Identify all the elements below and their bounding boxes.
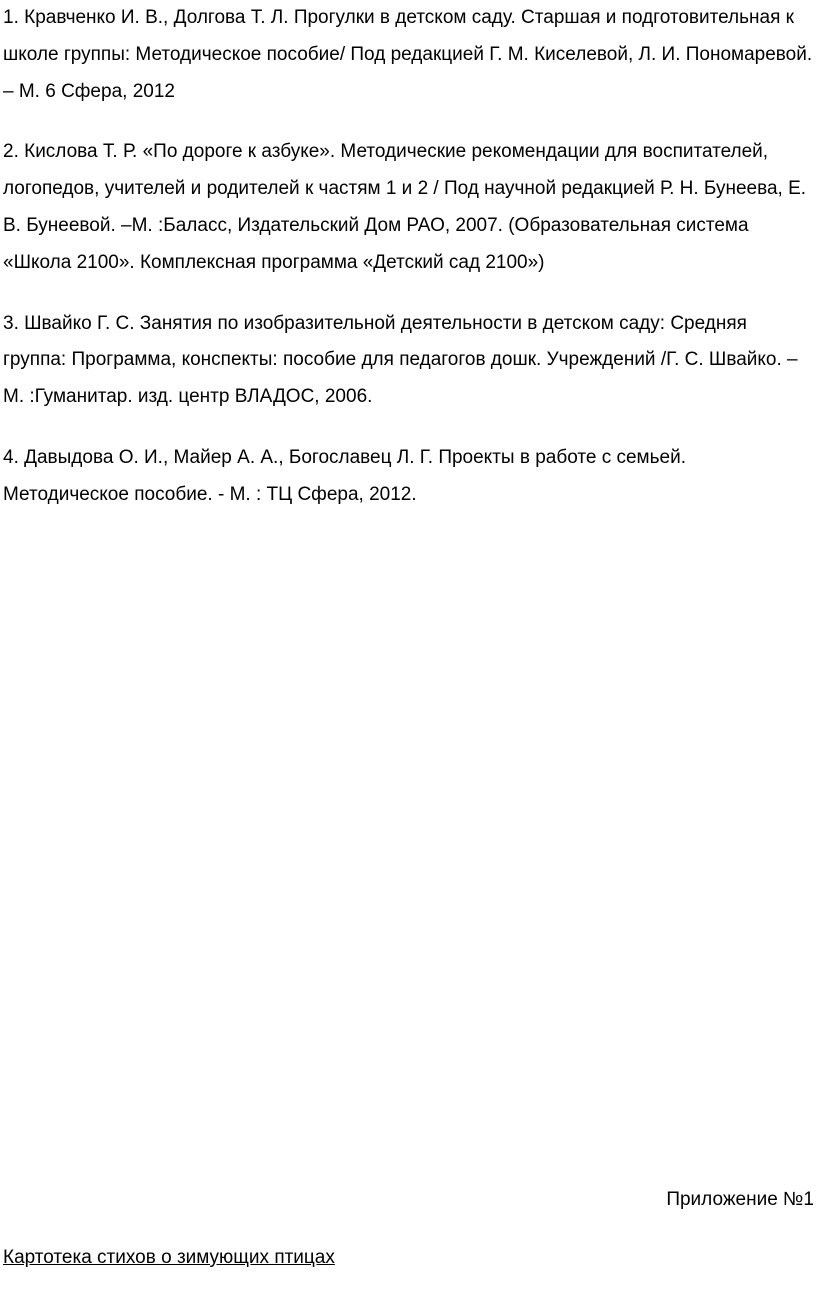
reference-item-2: 2. Кислова Т. Р. «По дороге к азбуке». Методические рекомендации для воспитателей, логопедов, учителей и родителей к частям 1 и 2 / Под научной редакцией Р. Н. Бунеева, Е. В. Бунеевой. –М. :Баласс, Издательский Дом РАО, 2007. (Образовательная система «Школа 2100». Комплексная программа «Детский сад 2100»): [3, 141, 807, 273]
reference-item-4: 4. Давыдова О. И., Майер А. А., Богославец Л. Г. Проекты в работе с семьей. Методическое пособие. - М. : ТЦ Сфера, 2012.: [3, 446, 686, 505]
section-title: Картотека стихов о зимующих птицах: [3, 1247, 335, 1268]
reference-list: [3, 0, 813, 514]
reference-item-1: 1. Кравченко И. В., Долгова Т. Л. Прогулки в детском саду. Старшая и подготовительная к школе группы: Методическое пособие/ Под редакцией Г. М. Киселевой, Л. И. Пономаревой. – М. 6 Сфера, 2012: [3, 7, 813, 102]
reference-item-3: 3. Швайко Г. С. Занятия по изобразительной деятельности в детском саду: Средняя группа: Программа, конспекты: пособие для педагогов дошк. Учреждений /Г. С. Швайко. – М. :Гуманитар. изд. центр ВЛАДОС, 2006.: [3, 312, 798, 408]
appendix-label: Приложение №1: [666, 1189, 814, 1210]
